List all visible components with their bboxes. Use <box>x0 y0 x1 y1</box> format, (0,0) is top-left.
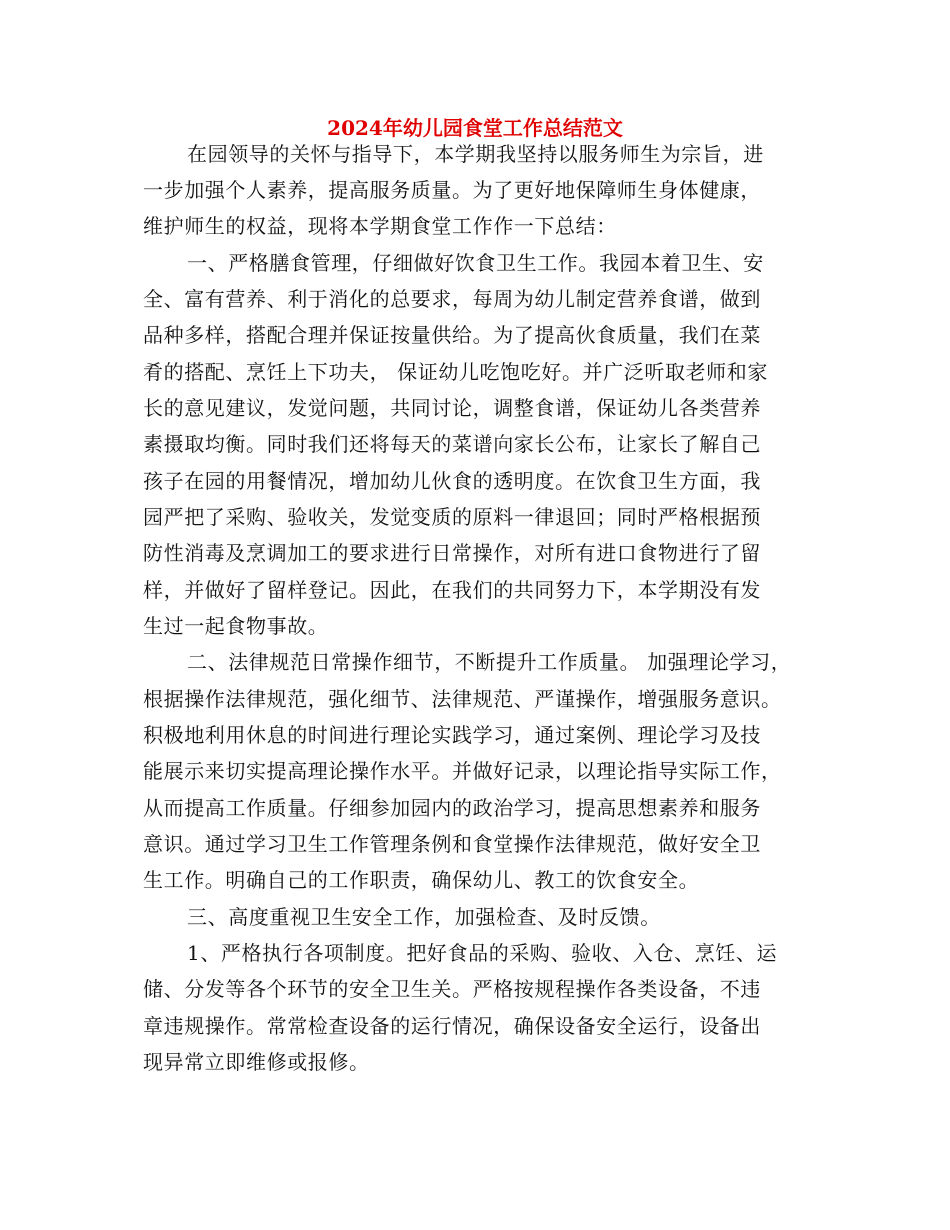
text-line-17: 积极地利用休息的时间进行理论实践学习，通过案例、理论学习及技 <box>143 723 761 747</box>
text-line-18: 能展示来切实提高理论操作水平。并做好记录，以理论指导实际工作， <box>143 759 782 783</box>
text-line-11: 园严把了采购、验收关，发觉变质的原料一律退回；同时严格根据预 <box>143 505 761 529</box>
text-line-22: 三、高度重视卫生安全工作，加强检查、及时反馈。 <box>187 905 661 929</box>
text-line-12: 防性消毒及烹调加工的要求进行日常操作，对所有进口食物进行了留 <box>143 541 761 565</box>
text-line-20: 意识。通过学习卫生工作管理条例和食堂操作法律规范，做好安全卫 <box>143 832 761 856</box>
text-line-4: 一、严格膳食管理，仔细做好饮食卫生工作。我园本着卫生、安 <box>187 251 764 275</box>
text-line-1: 在园领导的关怀与指导下，本学期我坚持以服务师生为宗旨，进 <box>187 142 764 166</box>
text-line-26: 现异常立即维修或报修。 <box>143 1050 370 1074</box>
text-line-25: 章违规操作。常常检查设备的运行情况，确保设备安全运行，设备出 <box>143 1014 761 1038</box>
text-line-9: 素摄取均衡。同时我们还将每天的菜谱向家长公布，让家长了解自己 <box>143 432 761 456</box>
text-line-23: 1、严格执行各项制度。把好食品的采购、验收、入仓、烹饪、运 <box>187 941 778 965</box>
text-line-14: 生过一起食物事故。 <box>143 614 329 638</box>
document-title: 2024年幼儿园食堂工作总结范文 <box>327 116 623 140</box>
text-line-3: 维护师生的权益，现将本学期食堂工作作一下总结： <box>143 214 617 238</box>
text-line-13: 样，并做好了留样登记。因此，在我们的共同努力下，本学期没有发 <box>143 578 761 602</box>
text-line-6: 品种多样，搭配合理并保证按量供给。为了提高伙食质量，我们在菜 <box>143 323 761 347</box>
text-line-8: 长的意见建议，发觉问题，共同讨论，调整食谱，保证幼儿各类营养 <box>143 396 761 420</box>
text-line-5: 全、富有营养、利于消化的总要求，每周为幼儿制定营养食谱，做到 <box>143 287 761 311</box>
text-line-15: 二、法律规范日常操作细节，不断提升工作质量。 加强理论学习， <box>187 650 792 674</box>
text-line-7: 肴的搭配、烹饪上下功夫， 保证幼儿吃饱吃好。并广泛听取老师和家 <box>143 360 768 384</box>
text-line-24: 储、分发等各个环节的安全卫生关。严格按规程操作各类设备，不违 <box>143 977 761 1001</box>
text-line-10: 孩子在园的用餐情况，增加幼儿伙食的透明度。在饮食卫生方面，我 <box>143 469 761 493</box>
text-line-16: 根据操作法律规范，强化细节、法律规范、严谨操作，增强服务意识。 <box>143 687 782 711</box>
text-line-21: 生工作。明确自己的工作职责，确保幼儿、教工的饮食安全。 <box>143 868 700 892</box>
text-line-2: 一步加强个人素养，提高服务质量。为了更好地保障师生身体健康， <box>143 178 761 202</box>
text-line-19: 从而提高工作质量。仔细参加园内的政治学习，提高思想素养和服务 <box>143 796 761 820</box>
